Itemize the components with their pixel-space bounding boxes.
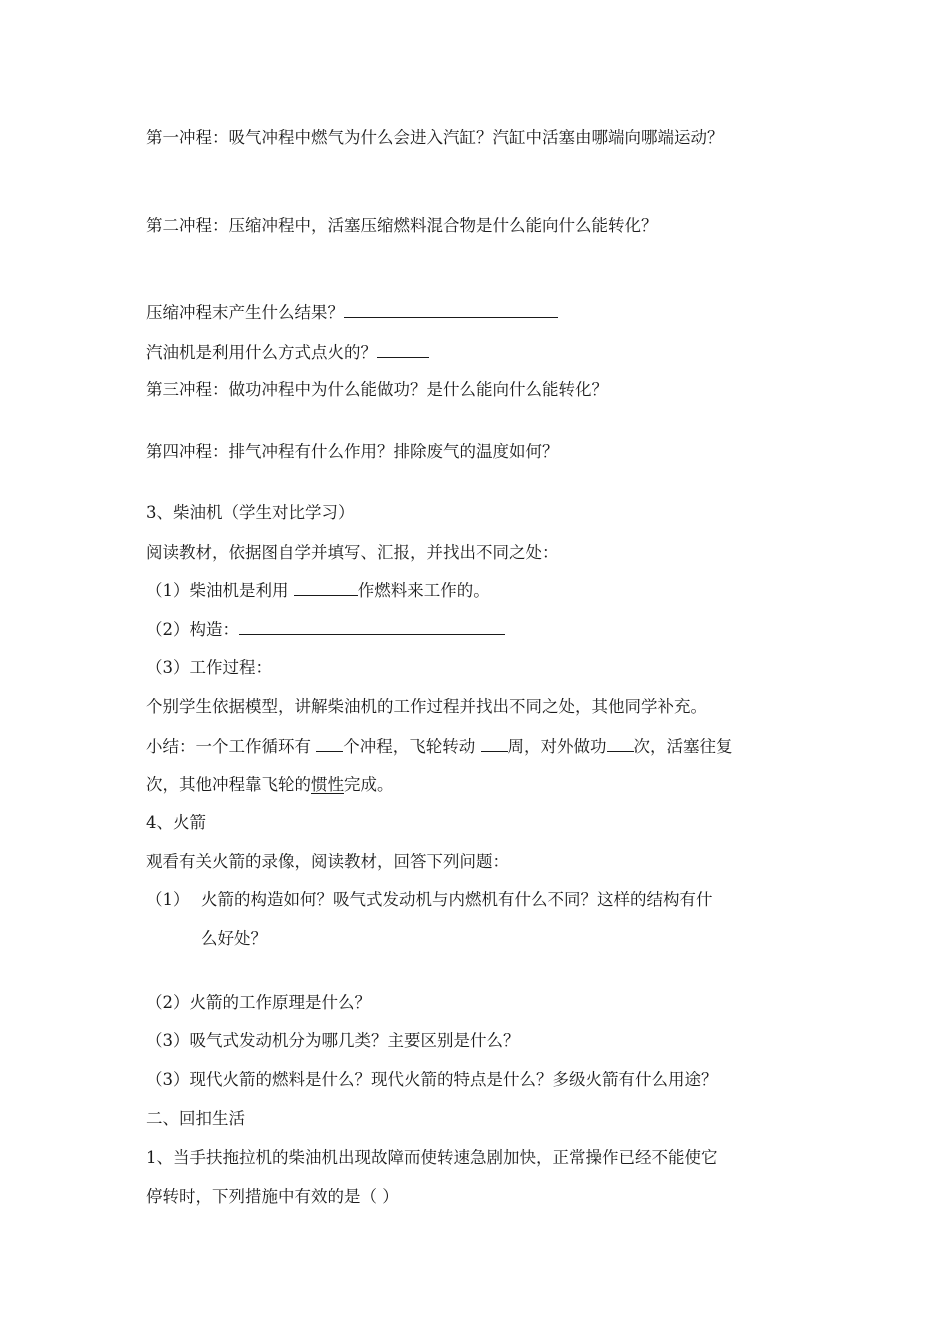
stroke4-question: 第四冲程：排气冲程有什么作用？排除废气的温度如何？ [146, 442, 559, 461]
fill-blank[interactable] [294, 580, 358, 596]
stroke2-question: 第二冲程：压缩冲程中，活塞压缩燃料混合物是什么能向什么能转化？ [146, 216, 658, 235]
diesel-q2 [146, 619, 505, 640]
rocket-q3: （3）吸气式发动机分为哪几类？主要区别是什么？ [146, 1031, 520, 1050]
fill-blank[interactable] [316, 736, 343, 752]
life-q1-line1: 1、当手扶拖拉机的柴油机出现故障而使转速急剧加快，正常操作已经不能使它 [146, 1148, 718, 1167]
fill-blank[interactable] [377, 342, 429, 358]
diesel-intro: 阅读教材，依据图自学并填写、汇报，并找出不同之处： [146, 543, 559, 562]
fill-blank[interactable] [607, 736, 634, 752]
diesel-q2-label: （2）构造： [146, 620, 239, 639]
diesel-q1 [146, 580, 490, 601]
rocket-q1-number: （1） [146, 890, 190, 909]
ignition-question [146, 342, 429, 363]
summary-b: 个冲程，飞轮转动 [343, 737, 481, 756]
compression-result-label: 压缩冲程末产生什么结果？ [146, 303, 344, 322]
compression-result-question [146, 302, 558, 323]
fill-blank[interactable] [481, 736, 508, 752]
rocket-q2: （2）火箭的工作原理是什么？ [146, 993, 371, 1012]
ignition-label: 汽油机是利用什么方式点火的？ [146, 343, 377, 362]
rocket-q4: （3）现代火箭的燃料是什么？现代火箭的特点是什么？多级火箭有什么用途？ [146, 1070, 718, 1089]
diesel-summary-line2 [146, 775, 394, 795]
diesel-q1-post: 作燃料来工作的。 [357, 581, 490, 600]
diesel-q3: （3）工作过程： [146, 658, 272, 677]
life-heading: 二、回扣生活 [146, 1109, 245, 1128]
rocket-q1-line1: 火箭的构造如何？吸气式发动机与内燃机有什么不同？这样的结构有什 [201, 890, 713, 909]
rocket-intro: 观看有关火箭的录像，阅读教材，回答下列问题： [146, 852, 509, 871]
summary-inertia: 惯性 [311, 775, 344, 794]
fill-blank[interactable] [344, 302, 558, 318]
summary-e: 次，其他冲程靠飞轮的 [146, 775, 311, 794]
summary-c: 周，对外做功 [507, 737, 607, 756]
diesel-summary-line1 [146, 736, 733, 757]
stroke1-question: 第一冲程：吸气冲程中燃气为什么会进入汽缸？汽缸中活塞由哪端向哪端运动？ [146, 128, 724, 147]
summary-a: 小结：一个工作循环有 [146, 737, 317, 756]
diesel-q1-pre: （1）柴油机是利用 [146, 581, 294, 600]
fill-blank[interactable] [239, 619, 505, 635]
summary-g: 完成。 [344, 775, 394, 794]
diesel-heading: 3、柴油机（学生对比学习） [146, 503, 355, 522]
rocket-q1-line2: 么好处？ [201, 929, 267, 948]
diesel-explain: 个别学生依据模型，讲解柴油机的工作过程并找出不同之处，其他同学补充。 [146, 697, 707, 716]
rocket-heading: 4、火箭 [146, 813, 206, 832]
life-q1-line2: 停转时，下列措施中有效的是（ ） [146, 1187, 399, 1206]
stroke3-question: 第三冲程：做功冲程中为什么能做功？是什么能向什么能转化？ [146, 380, 608, 399]
summary-d: 次，活塞往复 [633, 737, 733, 756]
